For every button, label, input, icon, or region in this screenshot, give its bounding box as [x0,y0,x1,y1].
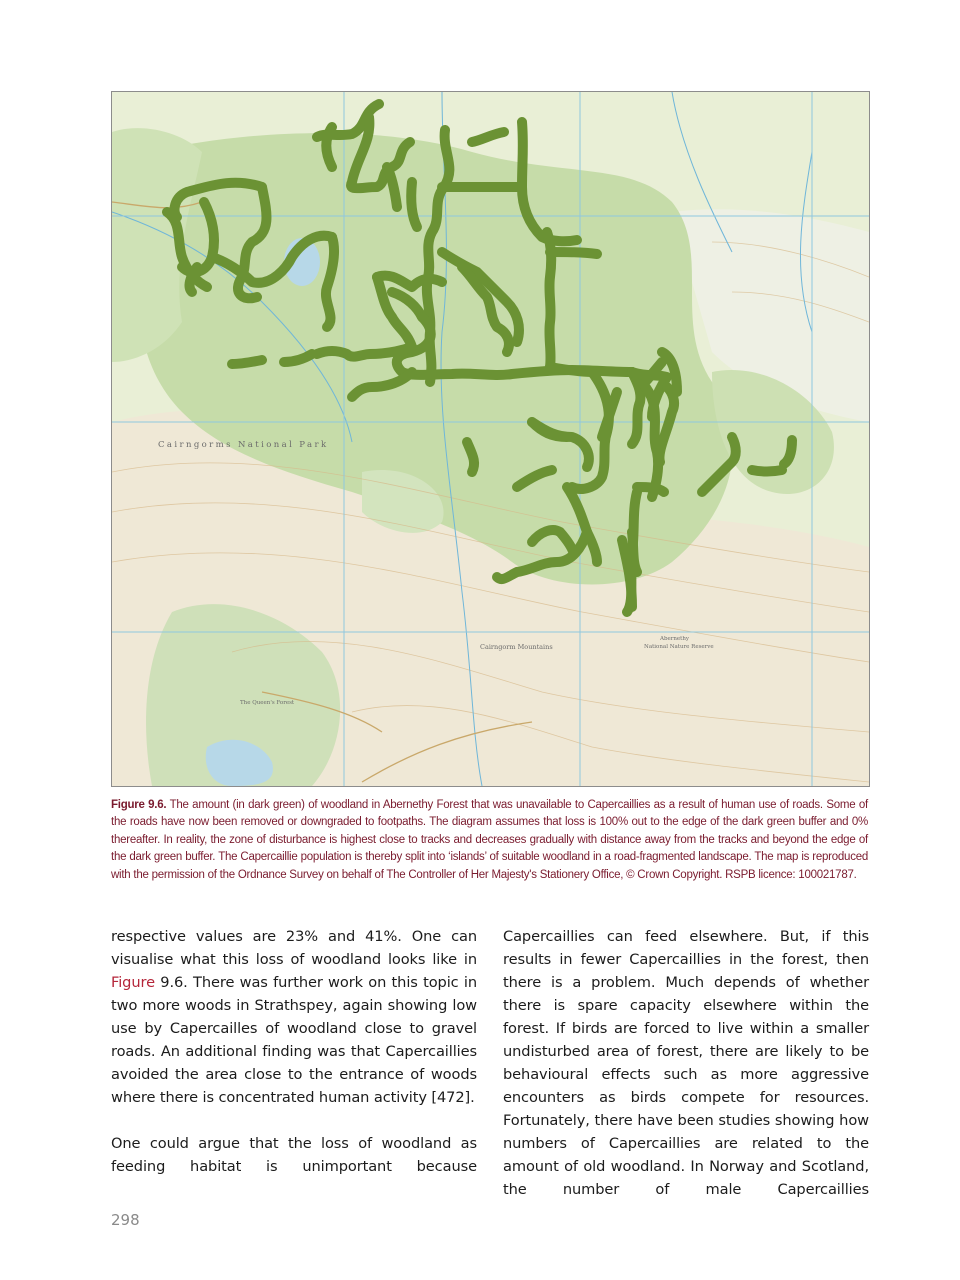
right-column [503,925,869,1201]
caption-text: The amount (in dark green) of woodland in Abernethy Forest that was unavailable to Capercaillies as a result of human use of roads. Some of the roads have now been removed or downgraded to footpaths. The diagram assumes that loss is 100% out to the edge of the dark green buffer and 0% thereafter. In reality, the zone of disturbance is highest close to tracks and decreases gradually with distance away from the tracks and beyond the edge of the dark green buffer. The Capercaillie population is thereby split into ‘islands’ of suitable woodland in a road-fragmented landscape. The map is reproduced with the permission of the Ordnance Survey on behalf of The Controller of Her Majesty's Stationery Office, © Crown Copyright. RSPB licence: 100021787. [111,799,868,881]
map-label-reserve-2: National Nature Reserve [644,644,714,650]
figure-map [111,91,870,787]
map-label-small: The Queen's Forest [240,700,295,706]
left-p1-text-a: respective values are 23% and 41%. One can visualise what this loss of woodland looks like in [111,928,477,968]
figure-number: Figure 9.6. [111,799,167,811]
figure-caption [111,797,868,884]
map-image [112,92,869,786]
left-paragraph-1 [111,925,477,1109]
figure-link[interactable]: Figure [111,974,155,991]
left-column [111,925,477,1178]
map-label-park: Cairngorms National Park [158,440,329,450]
map-label-mountains: Cairngorm Mountains [480,643,553,651]
left-p1-text-b: 9.6. There was further work on this topic in two more woods in Strathspey, again showing low use by Capercailles of woodland close to gravel roads. An additional finding was that Capercaillies avoided the area close to the entrance of woods where there is concentrated human activity [472]. [111,974,477,1106]
page-number: 298 [111,1211,140,1229]
left-paragraph-2: One could argue that the loss of woodland as feeding habitat is unimportant because [111,1135,477,1175]
right-paragraph-1: Capercaillies can feed elsewhere. But, if this results in fewer Capercaillies in the forest, then there is a problem. Much depends of whether there is spare capacity elsewhere within the forest. If birds are forced to live within a smaller undisturbed area of forest, there are likely to be behavioural effects such as more aggressive encounters as birds compete for resources. Fortunately, there have been studies showing how numbers of Capercaillies are related to the amount of old woodland. In Norway and Scotland, the number of male Capercaillies [503,928,869,1198]
map-label-reserve-1: Abernethy [660,636,690,642]
